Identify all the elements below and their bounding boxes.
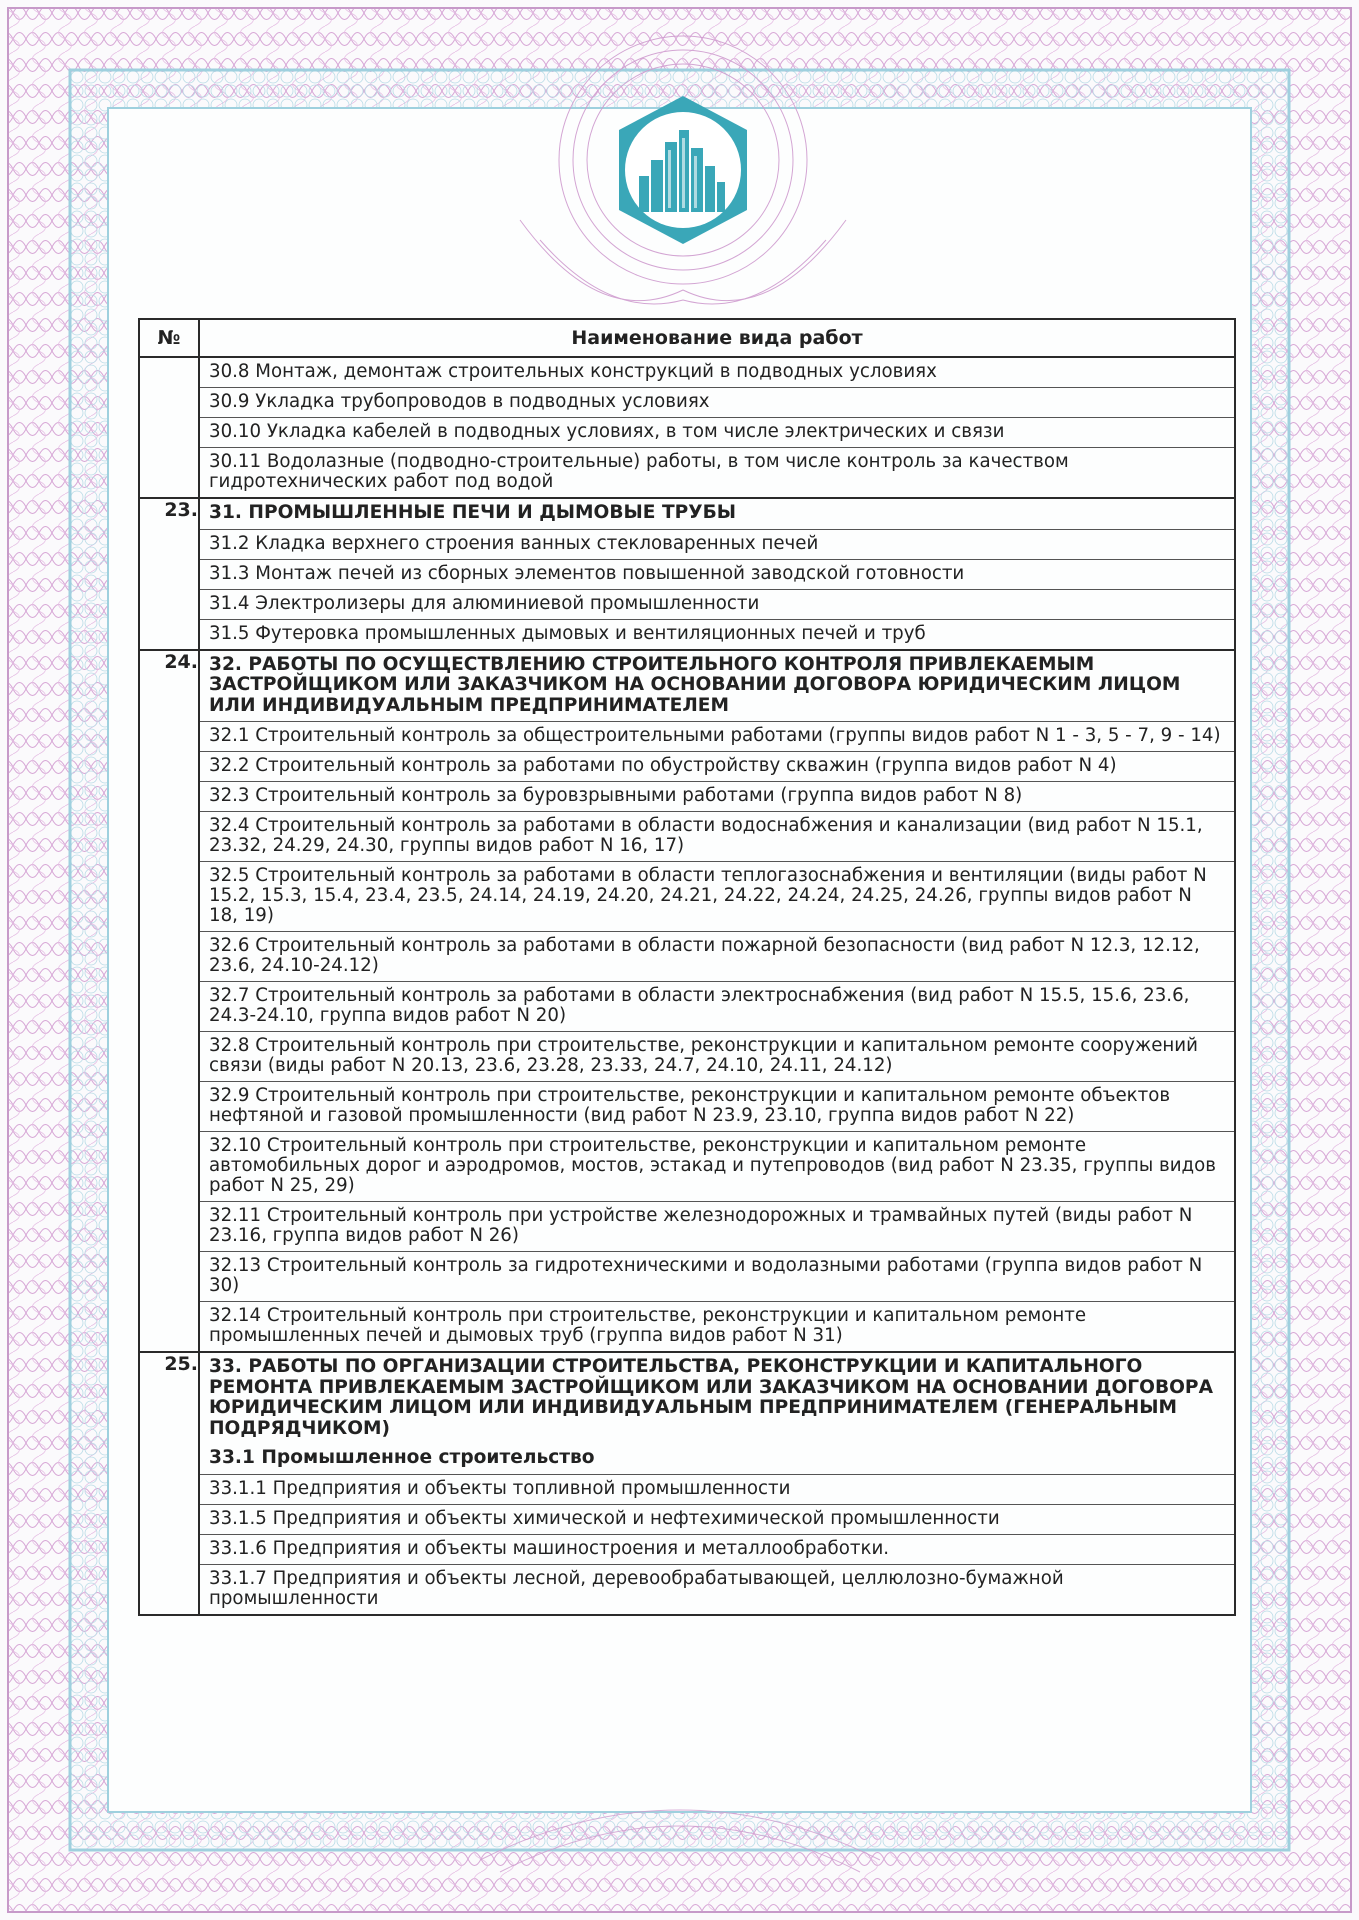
work-item: 32.11 Строительный контроль при устройстве железнодорожных и трамвайных путей (виды работ N 23.16, группа видов работ N 26) bbox=[200, 1202, 1234, 1252]
table-row bbox=[139, 357, 1235, 498]
work-items-cell bbox=[199, 1352, 1235, 1615]
work-item: 32.5 Строительный контроль за работами в области теплогазоснабжения и вентиляции (виды работ N 15.2, 15.3, 15.4, 23.4, 23.5, 24.14, 24.19, 24.20, 24.21, 24.22, 24.24, 24.25, 24.26, группы видов работ N 18, 19) bbox=[200, 862, 1234, 932]
row-number-cell bbox=[139, 357, 199, 498]
work-item: 31.4 Электролизеры для алюминиевой промышленности bbox=[200, 590, 1234, 620]
work-item: 32.3 Строительный контроль за буровзрывными работами (группа видов работ N 8) bbox=[200, 782, 1234, 812]
table-header-row bbox=[139, 319, 1235, 357]
row-number-cell: 24. bbox=[139, 650, 199, 1353]
work-item: 32.7 Строительный контроль за работами в области электроснабжения (вид работ N 15.5, 15.6, 23.6, 24.3-24.10, группа видов работ N 20) bbox=[200, 982, 1234, 1032]
section-heading: 33. РАБОТЫ ПО ОРГАНИЗАЦИИ СТРОИТЕЛЬСТВА, РЕКОНСТРУКЦИИ И КАПИТАЛЬНОГО РЕМОНТА ПРИВЛЕКАЕМЫМ ЗАСТРОЙЩИКОМ ИЛИ ЗАКАЗЧИКОМ НА ОСНОВАНИИ ДОГОВОРА ЮРИДИЧЕСКИМ ЛИЦОМ ИЛИ ИНДИВИДУАЛЬНЫМ ПРЕДПРИНИМАТЕЛЕМ (ГЕНЕРАЛЬНЫМ ПОДРЯДЧИКОМ) bbox=[209, 1356, 1213, 1439]
section-heading: 33.1 Промышленное строительство bbox=[200, 1444, 1234, 1475]
table-body bbox=[139, 357, 1235, 1615]
work-item: 32.8 Строительный контроль при строительстве, реконструкции и капитальном ремонте сооружений связи (виды работ N 20.13, 23.6, 23.28, 23.33, 24.7, 24.10, 24.11, 24.12) bbox=[200, 1032, 1234, 1082]
column-header-name: Наименование вида работ bbox=[199, 319, 1235, 357]
section-heading: 31. ПРОМЫШЛЕННЫЕ ПЕЧИ И ДЫМОВЫЕ ТРУБЫ bbox=[200, 499, 1234, 530]
work-items-cell bbox=[199, 650, 1235, 1353]
row-number-cell: 23. bbox=[139, 498, 199, 650]
work-item: 33.1.6 Предприятия и объекты машиностроения и металлообработки. bbox=[200, 1535, 1234, 1565]
work-items-cell bbox=[199, 357, 1235, 498]
work-item: 33.1.5 Предприятия и объекты химической и нефтехимической промышленности bbox=[200, 1505, 1234, 1535]
table-row bbox=[139, 498, 1235, 650]
work-item: 32.2 Строительный контроль за работами по обустройству скважин (группа видов работ N 4) bbox=[200, 752, 1234, 782]
work-item: 32.14 Строительный контроль при строительстве, реконструкции и капитальном ремонте промышленных печей и дымовых труб (группа видов работ N 31) bbox=[209, 1305, 1087, 1346]
work-item: 31.3 Монтаж печей из сборных элементов повышенной заводской готовности bbox=[200, 560, 1234, 590]
work-item: 32.4 Строительный контроль за работами в области водоснабжения и канализации (вид работ N 15.1, 23.32, 24.29, 24.30, группы видов работ N 16, 17) bbox=[200, 812, 1234, 862]
work-item: 32.10 Строительный контроль при строительстве, реконструкции и капитальном ремонте автомобильных дорог и аэродромов, мостов, эстакад и путепроводов (вид работ N 23.35, группы видов работ N 25, 29) bbox=[200, 1132, 1234, 1202]
work-item: 30.8 Монтаж, демонтаж строительных конструкций в подводных условиях bbox=[200, 358, 1234, 388]
work-item: 32.1 Строительный контроль за общестроительными работами (группы видов работ N 1 - 3, 5 - 7, 9 - 14) bbox=[200, 722, 1234, 752]
section-heading: 32. РАБОТЫ ПО ОСУЩЕСТВЛЕНИЮ СТРОИТЕЛЬНОГО КОНТРОЛЯ ПРИВЛЕКАЕМЫМ ЗАСТРОЙЩИКОМ ИЛИ ЗАКАЗЧИКОМ НА ОСНОВАНИИ ДОГОВОРА ЮРИДИЧЕСКИМ ЛИЦОМ ИЛИ ИНДИВИДУАЛЬНЫМ ПРЕДПРИНИМАТЕЛЕМ bbox=[200, 651, 1234, 723]
work-item: 33.1.7 Предприятия и объекты лесной, деревообрабатывающей, целлюлозно-бумажной промышленности bbox=[209, 1567, 1064, 1609]
column-header-number: № bbox=[139, 319, 199, 357]
work-item: 30.9 Укладка трубопроводов в подводных условиях bbox=[200, 388, 1234, 418]
work-item: 30.10 Укладка кабелей в подводных условиях, в том числе электрических и связи bbox=[200, 418, 1234, 448]
city-skyline-emblem-icon bbox=[603, 90, 763, 250]
work-item: 33.1.1 Предприятия и объекты топливной промышленности bbox=[200, 1475, 1234, 1505]
table-row bbox=[139, 1352, 1235, 1615]
table-row bbox=[139, 650, 1235, 1353]
row-number-cell: 25. bbox=[139, 1352, 199, 1615]
work-item: 31.5 Футеровка промышленных дымовых и вентиляционных печей и труб bbox=[209, 622, 926, 644]
work-items-cell bbox=[199, 498, 1235, 650]
work-item: 32.9 Строительный контроль при строительстве, реконструкции и капитальном ремонте объектов нефтяной и газовой промышленности (вид работ N 23.9, 23.10, группа видов работ N 22) bbox=[200, 1082, 1234, 1132]
work-item: 32.13 Строительный контроль за гидротехническими и водолазными работами (группа видов работ N 30) bbox=[200, 1252, 1234, 1302]
work-item: 31.2 Кладка верхнего строения ванных стекловаренных печей bbox=[200, 530, 1234, 560]
work-item: 30.11 Водолазные (подводно-строительные) работы, в том числе контроль за качеством гидротехнических работ под водой bbox=[209, 451, 1069, 492]
works-table bbox=[138, 318, 1236, 1616]
work-item: 32.6 Строительный контроль за работами в области пожарной безопасности (вид работ N 12.3, 12.12, 23.6, 24.10-24.12) bbox=[200, 932, 1234, 982]
